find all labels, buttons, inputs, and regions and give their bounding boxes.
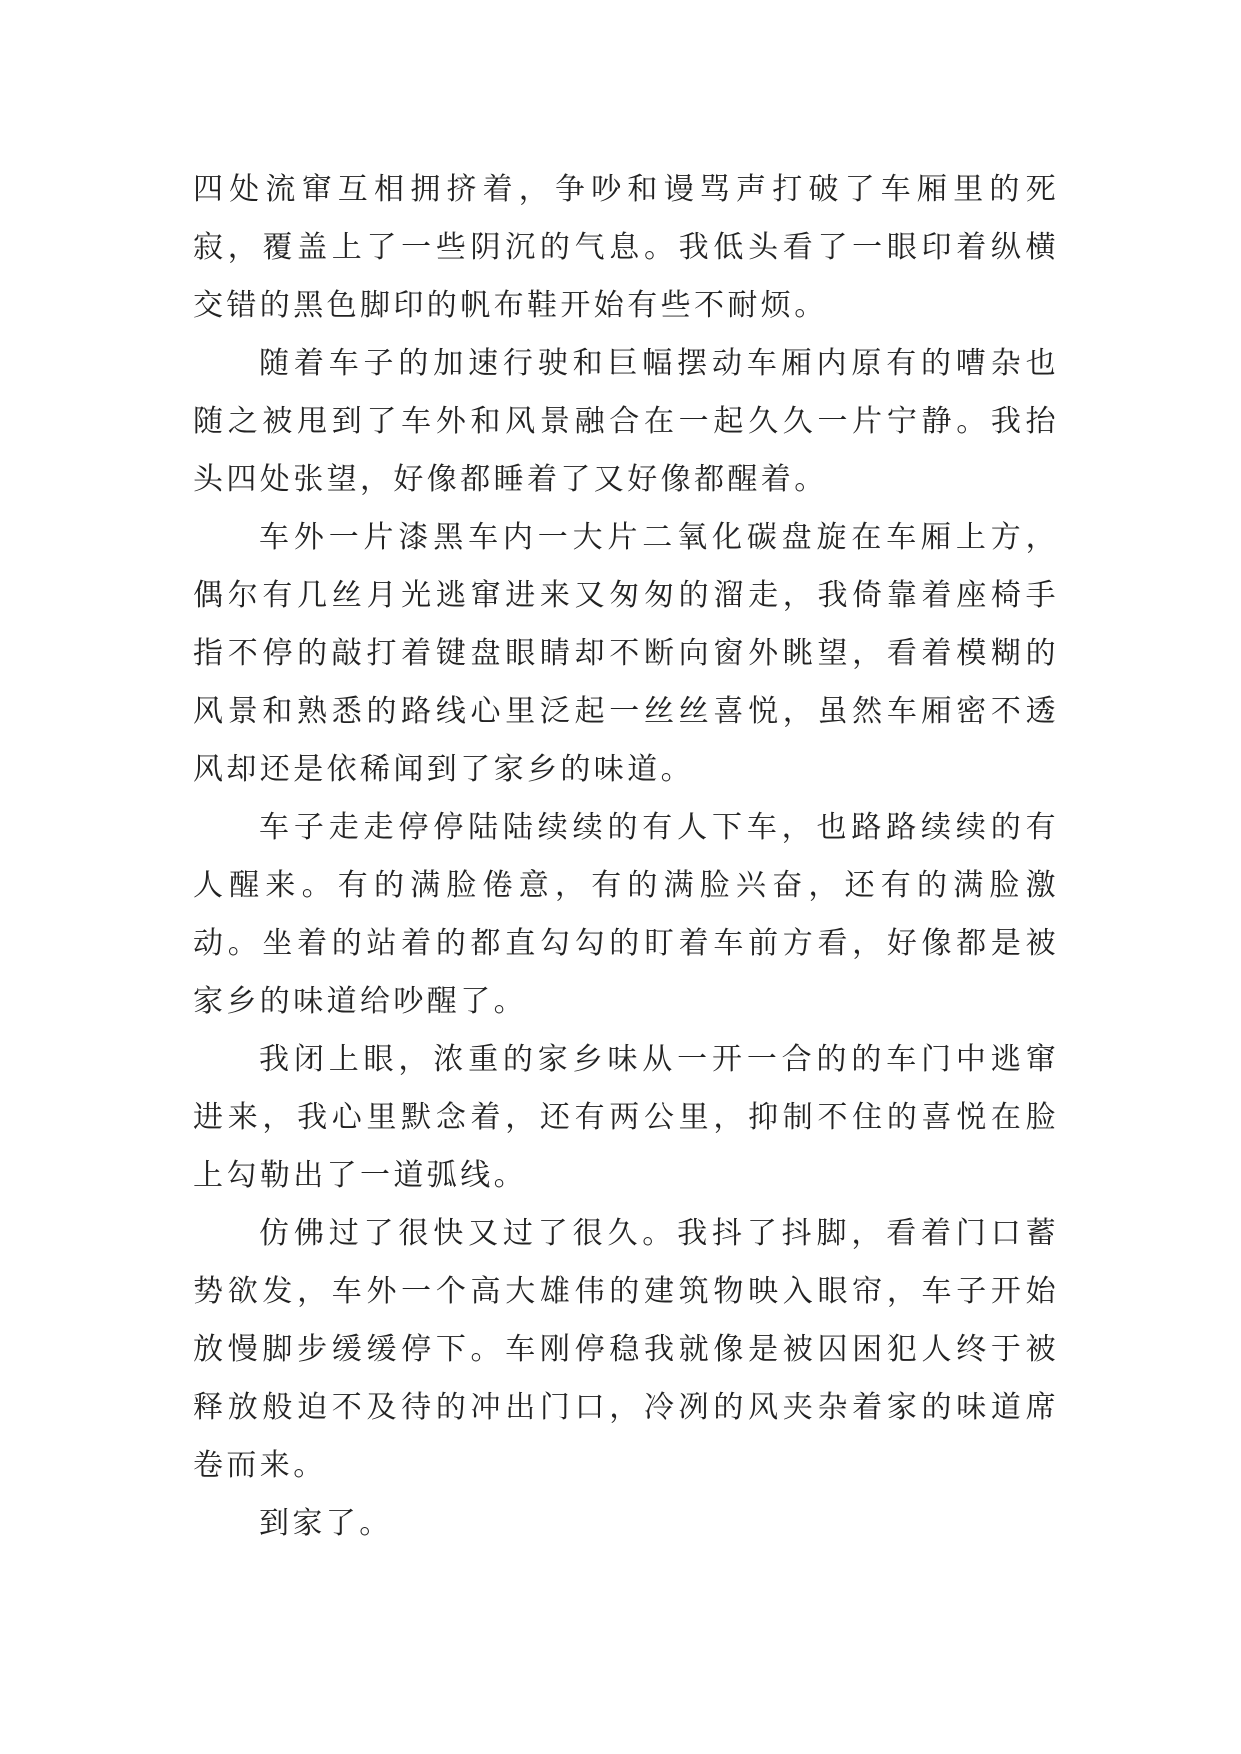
paragraph-5: 我闭上眼，浓重的家乡味从一开一合的的车门中逃窜进来，我心里默念着，还有两公里，抑制不住的喜悦在脸上勾勒出了一道弧线。	[193, 1042, 1059, 1193]
paragraph-4: 车子走走停停陆陆续续的有人下车，也路路续续的有人醒来。有的满脸倦意，有的满脸兴奋，还有的满脸激动。坐着的站着的都直勾勾的盯着车前方看，好像都是被家乡的味道给吵醒了。	[193, 810, 1059, 1019]
paragraph-6: 仿佛过了很快又过了很久。我抖了抖脚，看着门口蓄势欲发，车外一个高大雄伟的建筑物映入眼帘，车子开始放慢脚步缓缓停下。车刚停稳我就像是被囚困犯人终于被释放般迫不及待的冲出门口，冷冽的风夹杂着家的味道席卷而来。	[193, 1216, 1059, 1483]
document-body	[193, 161, 1059, 1553]
paragraph-7: 到家了。	[259, 1506, 393, 1541]
paragraph-2: 随着车子的加速行驶和巨幅摆动车厢内原有的嘈杂也随之被甩到了车外和风景融合在一起久久一片宁静。我抬头四处张望，好像都睡着了又好像都醒着。	[193, 346, 1059, 497]
paragraph-3: 车外一片漆黑车内一大片二氧化碳盘旋在车厢上方，偶尔有几丝月光逃窜进来又匆匆的溜走，我倚靠着座椅手指不停的敲打着键盘眼睛却不断向窗外眺望，看着模糊的风景和熟悉的路线心里泛起一丝丝喜悦，虽然车厢密不透风却还是依稀闻到了家乡的味道。	[193, 520, 1059, 787]
paragraph-1: 四处流窜互相拥挤着，争吵和谩骂声打破了车厢里的死寂，覆盖上了一些阴沉的气息。我低头看了一眼印着纵横交错的黑色脚印的帆布鞋开始有些不耐烦。	[193, 172, 1059, 323]
